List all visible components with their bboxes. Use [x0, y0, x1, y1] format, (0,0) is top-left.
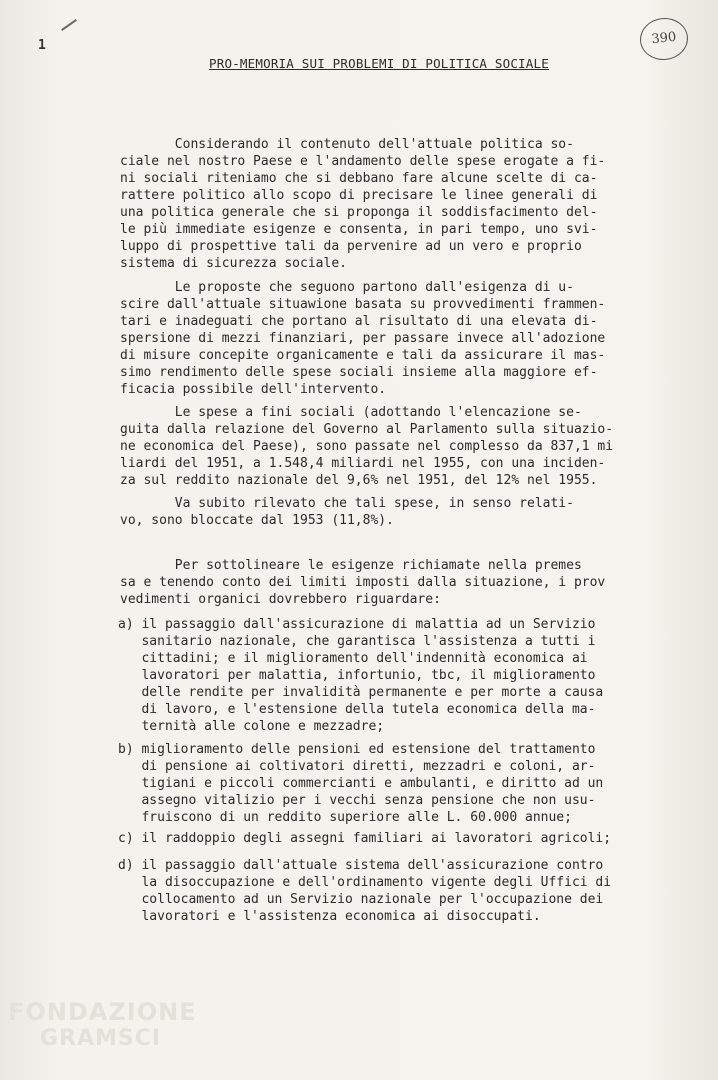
- corner-mark: 1: [38, 38, 46, 53]
- document-title: PRO-MEMORIA SUI PROBLEMI DI POLITICA SOCIALE: [209, 56, 549, 71]
- pen-scratch: [61, 19, 77, 31]
- paragraph-5: Per sottolineare le esigenze richiamate nella premes sa e tenendo conto dei limiti imposti dalla situazione, i prov vedimenti organici dovrebbero riguardare:: [120, 558, 606, 607]
- paragraph-1: Considerando il contenuto dell'attuale politica so- ciale nel nostro Paese e l'andamento delle spese erogate a fi- ni sociali riteniamo che si debbano fare alcune scelte di ca- rattere politico allo scopo di precisare le linee generali di una politica generale che si proponga il soddisfacimento del- le più immediate esigenze e consenta, in pari tempo, uno svi- luppo di prospettive tali da pervenire ad un vero e proprio sistema di sicurezza sociale.: [120, 137, 606, 271]
- list-item-a: a) il passaggio dall'assicurazione di malattia ad un Servizio sanitario nazionale, che garantisca l'assistenza a tutti i cittadini; e il miglioramento dell'indennità economica ai lavoratori per malattia, infortunio, tbc, il miglioramento delle rendite per invalidità permanente e per morte a causa di lavoro, e l'estensione della tutela economica della ma- ternità alle colone e mezzadre;: [118, 617, 604, 734]
- paragraph-4: Va subito rilevato che tali spese, in senso relati- vo, sono bloccate dal 1953 (11,8%).: [120, 496, 574, 528]
- list-item-c: c) il raddoppio degli assegni familiari ai lavoratori agricoli;: [118, 831, 612, 846]
- watermark-line-1: FONDAZIONE: [8, 998, 197, 1026]
- page-number-stamp: 390: [638, 16, 690, 63]
- paragraph-2: Le proposte che seguono partono dall'esigenza di u- scire dall'attuale situawione basata su provvedimenti frammen- tari e inadeguati che portano al risultato di una elevata di- spersione di mezzi finanziari, per passare invece all'adozione di misure concepite organicamente e tali da assicurare il mas- simo rendimento delle spese sociali insieme alla maggiore ef- ficacia possibile dell'intervento.: [120, 280, 606, 397]
- watermark-line-2: GRAMSCI: [40, 1026, 162, 1051]
- list-item-d: d) il passaggio dall'attuale sistema dell'assicurazione contro la disoccupazione e dell'ordinamento vigente degli Uffici di collocamento ad un Servizio nazionale per l'occupazione dei lavoratori e l'assistenza economica ai disoccupati.: [118, 858, 612, 924]
- paragraph-3: Le spese a fini sociali (adottando l'elencazione se- guita dalla relazione del Governo al Parlamento sulla situazio- ne economica del Paese), sono passate nel complesso da 837,1 mi liardi del 1951, a 1.548,4 miliardi nel 1955, con una inciden- za sul reddito nazionale del 9,6% nel 1951, del 12% nel 1955.: [120, 405, 614, 488]
- list-item-b: b) miglioramento delle pensioni ed estensione del trattamento di pensione ai coltivatori diretti, mezzadri e coloni, ar- tigiani e piccoli commercianti e ambulanti, e diritto ad un assegno vitalizio per i vecchi senza pensione che non usu- fruiscono di un reddito superiore alle L. 60.000 annue;: [118, 742, 604, 825]
